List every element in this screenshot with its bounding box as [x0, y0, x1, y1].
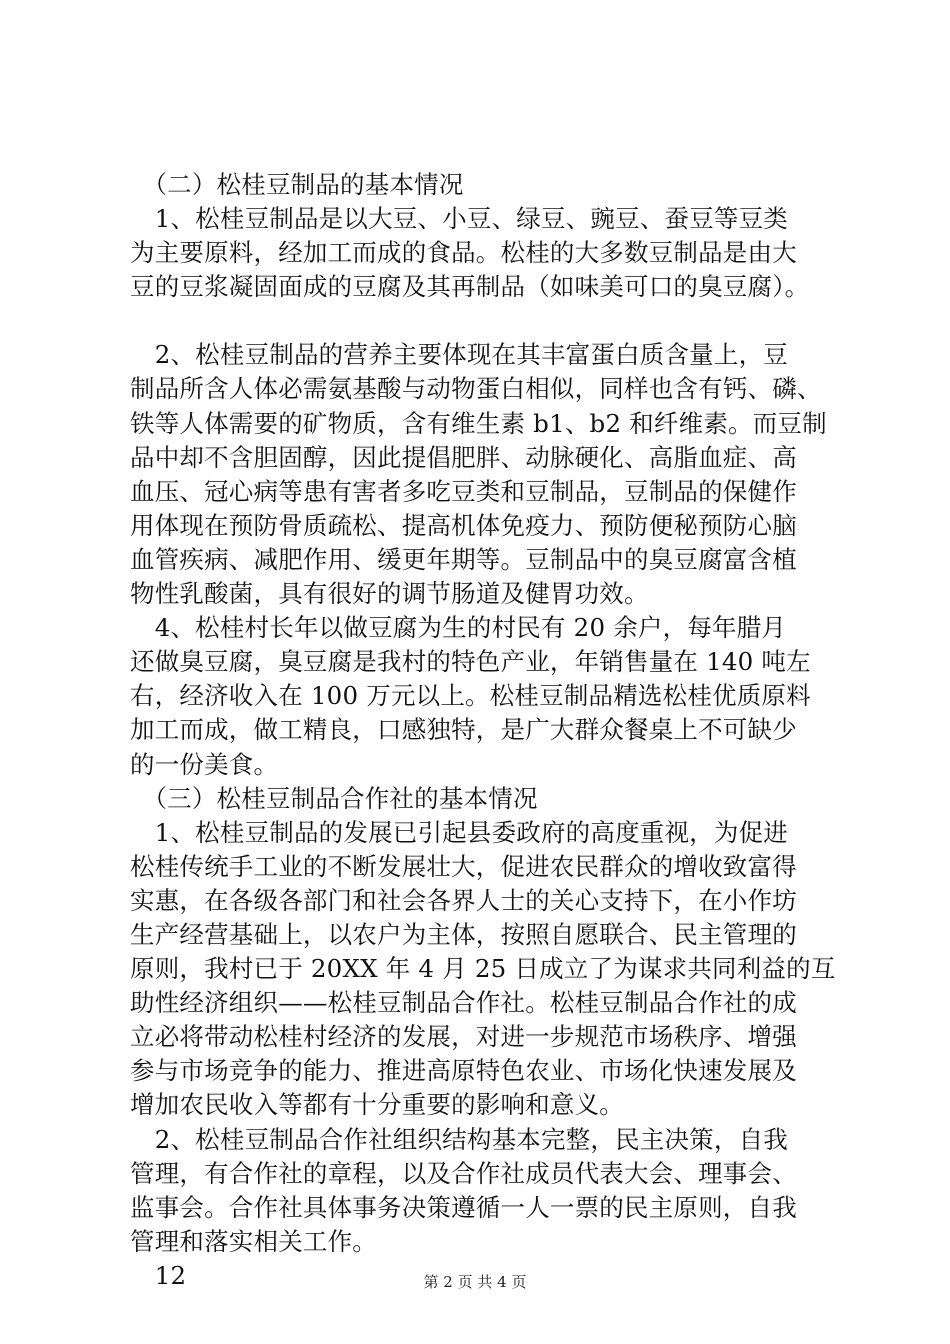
trailing-number: 12 [130, 1260, 187, 1290]
paragraph-line: 松桂传统手工业的不断发展壮大，促进农民群众的增收致富得 [130, 851, 797, 881]
paragraph-line: 实惠，在各级各部门和社会各界人士的关心支持下，在小作坊 [130, 885, 797, 915]
section-heading-2: （二）松桂豆制品的基本情况 [130, 170, 464, 199]
paragraph-line: 加工而成，做工精良，口感独特，是广大群众餐桌上不可缺少 [130, 715, 797, 745]
paragraph-line: 制品所含人体必需氨基酸与动物蛋白相似，同样也含有钙、磷、 [130, 374, 822, 404]
paragraph-line: 用体现在预防骨质疏松、提高机体免疫力、预防便秘预防心脑 [130, 510, 797, 540]
paragraph-line: 监事会。合作社具体事务决策遵循一人一票的民主原则，自我 [130, 1192, 797, 1222]
paragraph-line: 为主要原料，经加工而成的食品。松桂的大多数豆制品是由大 [130, 238, 797, 268]
paragraph-line: 管理，有合作社的章程，以及合作社成员代表大会、理事会、 [130, 1158, 797, 1188]
paragraph-line: 的一份美食。 [130, 749, 279, 779]
paragraph-line: 增加农民收入等都有十分重要的影响和意义。 [130, 1090, 624, 1120]
paragraph-line: 管理和落实相关工作。 [130, 1226, 377, 1256]
paragraph-line: 参与市场竞争的能力、推进高原特色农业、市场化快速发展及 [130, 1056, 797, 1086]
blank-line [130, 304, 850, 338]
paragraph-line: 品中却不含胆固醇，因此提倡肥胖、动脉硬化、高脂血症、高 [130, 442, 797, 472]
document-body [130, 168, 850, 1293]
section-heading-3: （三）松桂豆制品合作社的基本情况 [130, 783, 538, 813]
paragraph-line: 豆的豆浆凝固面成的豆腐及其再制品（如味美可口的臭豆腐）。 [130, 272, 810, 302]
paragraph-line: 助性经济组织——松桂豆制品合作社。松桂豆制品合作社的成 [130, 988, 797, 1018]
page-footer: 第 2 页 共 4 页 [423, 1273, 527, 1291]
paragraph-line: 1、松桂豆制品的发展已引起县委政府的高度重视，为促进 [130, 817, 788, 847]
paragraph-line: 血压、冠心病等患有害者多吃豆类和豆制品，豆制品的保健作 [130, 476, 797, 506]
paragraph-line: 立必将带动松桂村经济的发展，对进一步规范市场秩序、增强 [130, 1022, 797, 1052]
paragraph-line: 1、松桂豆制品是以大豆、小豆、绿豆、豌豆、蚕豆等豆类 [130, 204, 788, 234]
paragraph-line: 物性乳酸菌，具有很好的调节肠道及健胃功效。 [130, 579, 649, 609]
paragraph-line: 2、松桂豆制品的营养主要体现在其丰富蛋白质含量上，豆 [130, 340, 788, 370]
paragraph-line: 生产经营基础上，以农户为主体，按照自愿联合、民主管理的 [130, 919, 797, 949]
paragraph-line: 铁等人体需要的矿物质，含有维生素 b1、b2 和纤维素。而豆制 [130, 408, 827, 438]
paragraph-line: 血管疾病、减肥作用、缓更年期等。豆制品中的臭豆腐富含植 [130, 544, 797, 574]
paragraph-line: 原则，我村已于 20XX 年 4 月 25 日成立了为谋求共同利益的互 [130, 954, 836, 984]
paragraph-line: 4、松桂村长年以做豆腐为生的村民有 20 余户，每年腊月 [130, 613, 787, 643]
paragraph-line: 右，经济收入在 100 万元以上。松桂豆制品精选松桂优质原料 [130, 681, 811, 711]
paragraph-line: 2、松桂豆制品合作社组织结构基本完整，民主决策，自我 [130, 1124, 788, 1154]
paragraph-line: 还做臭豆腐，臭豆腐是我村的特色产业，年销售量在 140 吨左 [130, 647, 811, 677]
